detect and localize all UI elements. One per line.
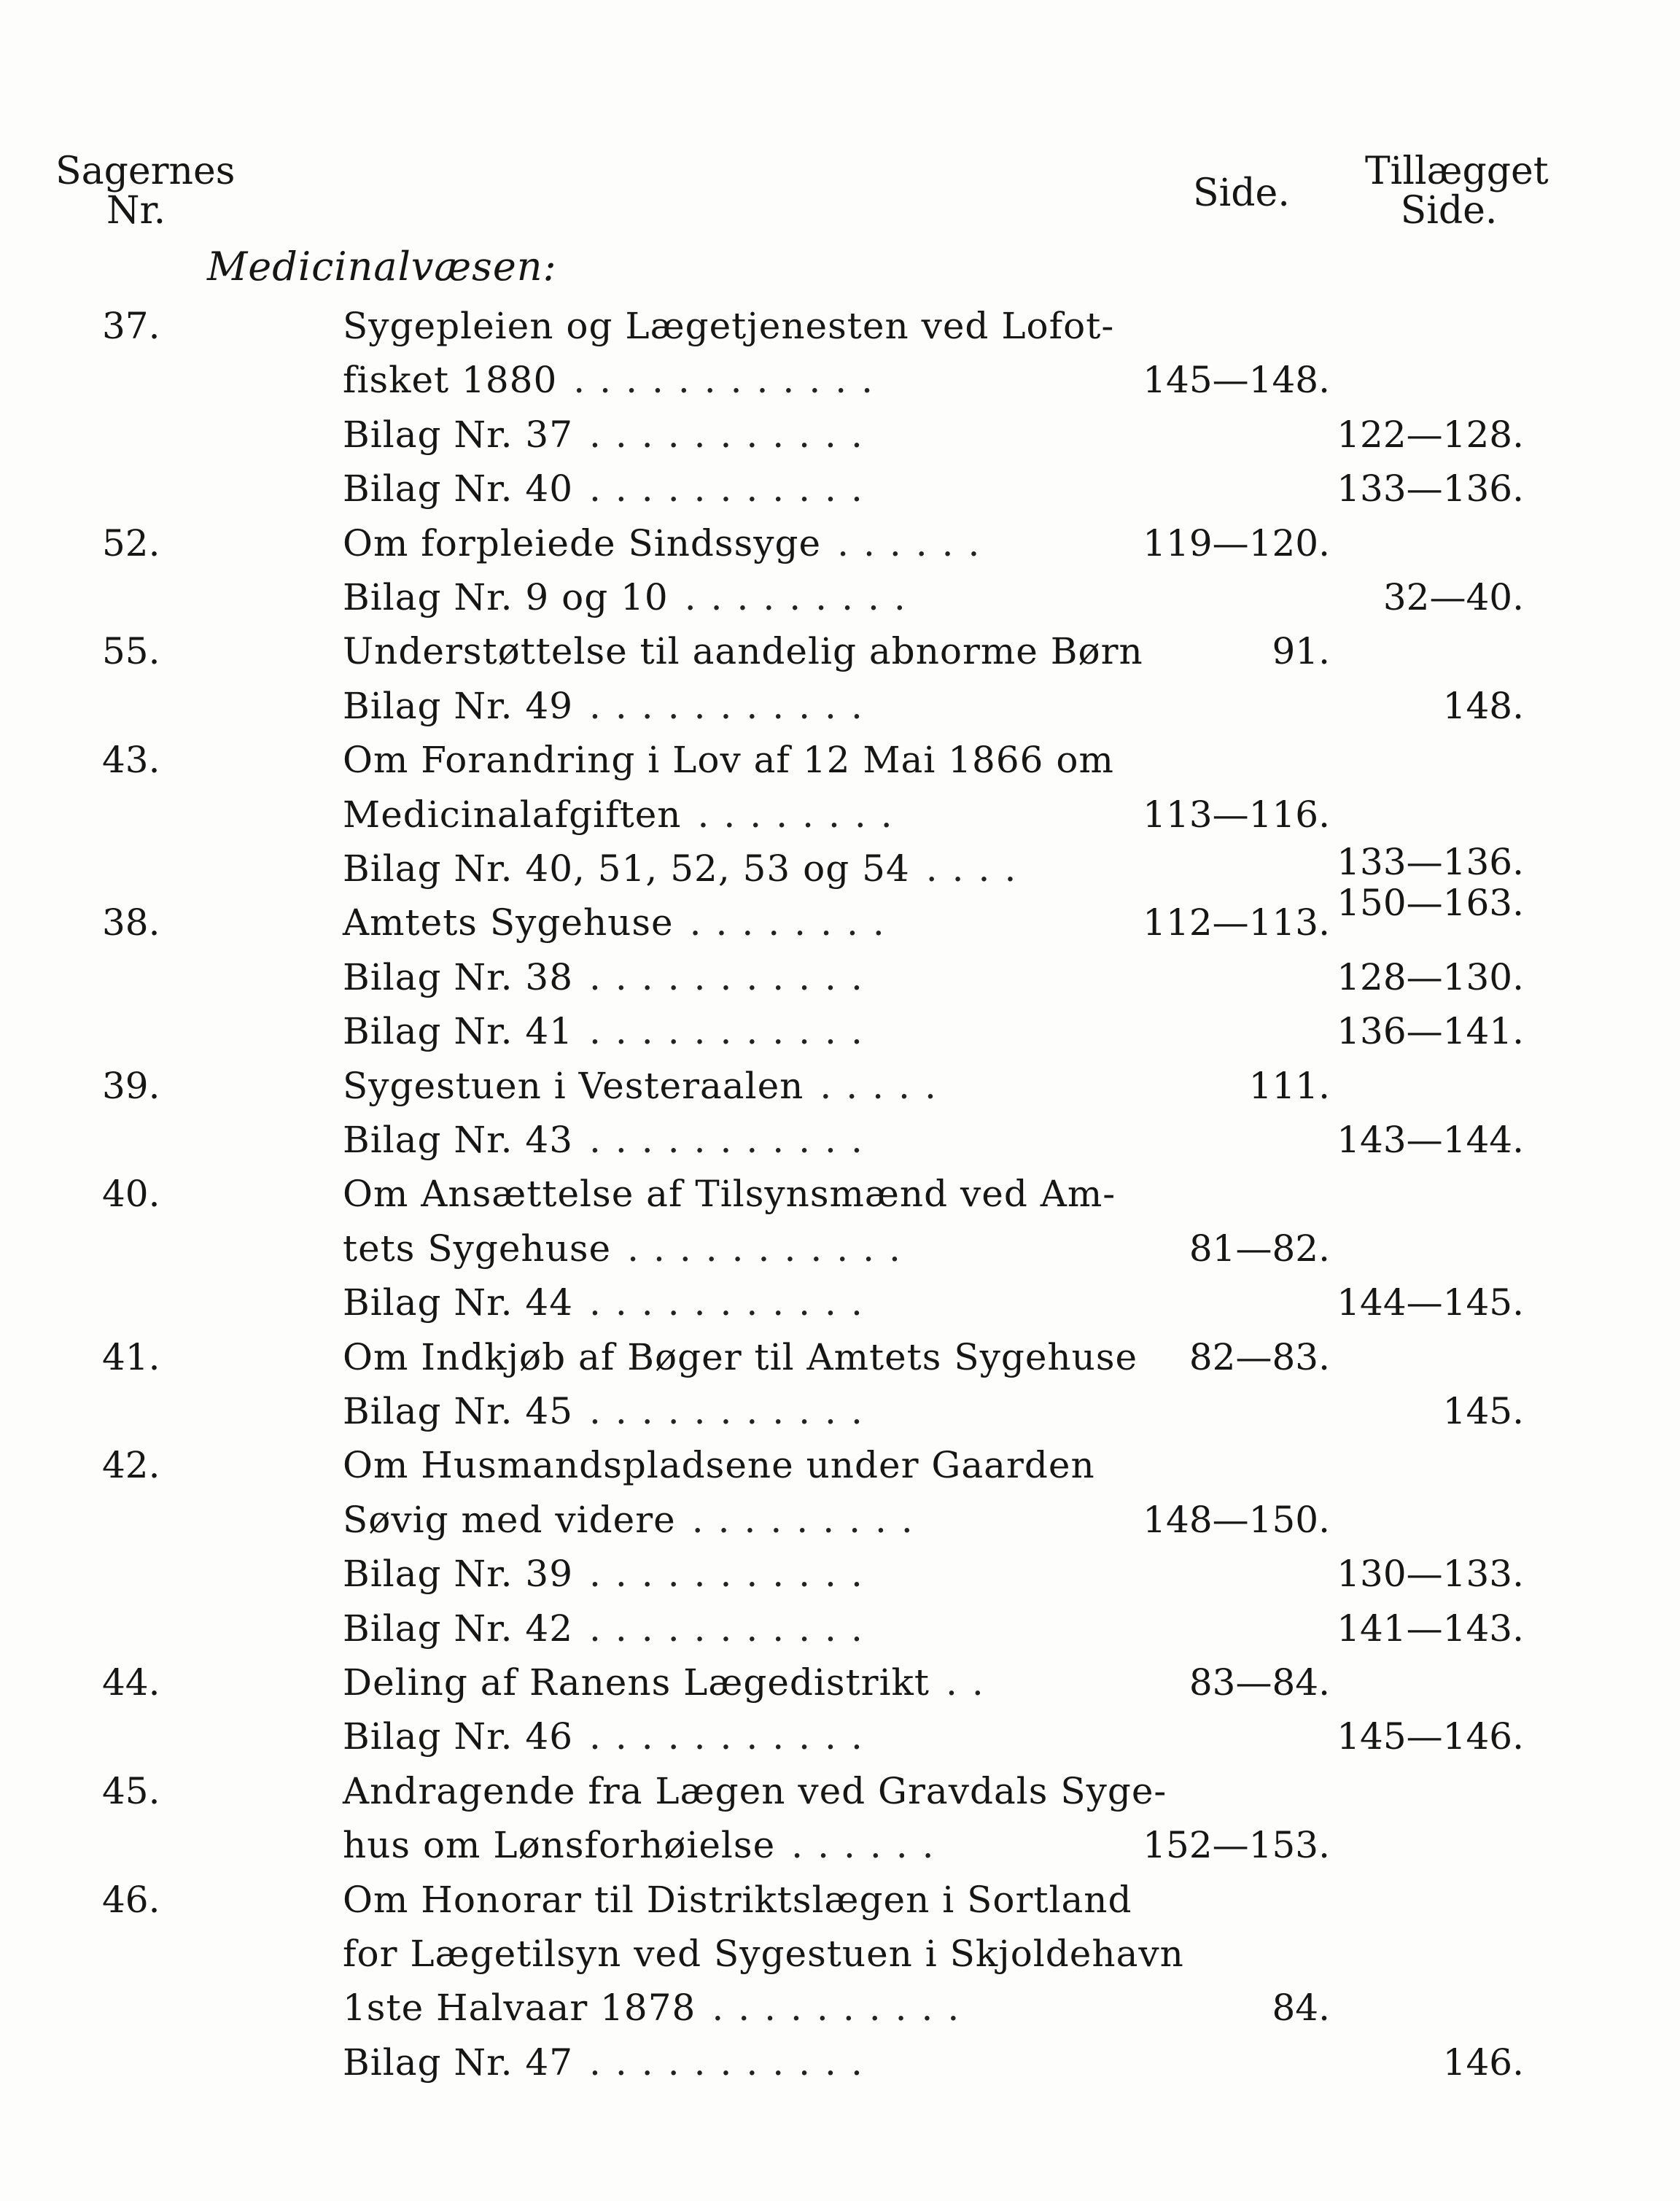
index-row xyxy=(0,1384,1680,1438)
case-number: 41. xyxy=(102,1336,160,1378)
leader-dots: ......... xyxy=(684,576,920,618)
entry-label: Om Honorar til Distriktslægen i Sortland xyxy=(343,1879,1132,1921)
case-number: 38. xyxy=(102,901,160,944)
entry-text xyxy=(343,1873,1148,1927)
column-header-appendix-page xyxy=(1365,150,1549,233)
entry-text xyxy=(343,1113,877,1167)
entry-label: Andragende fra Lægen ved Gravdals Syge- xyxy=(343,1770,1167,1812)
page-reference: 152—153. xyxy=(1143,1824,1330,1866)
leader-dots: .......... xyxy=(712,1987,974,2029)
page-reference: 91. xyxy=(1272,630,1330,672)
entry-text xyxy=(343,1059,951,1113)
entry-text xyxy=(343,1384,877,1438)
appendix-page-reference: 130—133. xyxy=(1337,1553,1524,1595)
page-reference: 119—120. xyxy=(1143,522,1330,564)
entry-text xyxy=(343,1981,973,2035)
entry-label: Bilag Nr. 40 xyxy=(343,467,574,510)
index-row xyxy=(0,408,1680,462)
page-reference: 82—83. xyxy=(1189,1336,1330,1378)
leader-dots: ......... xyxy=(691,1499,928,1541)
index-row xyxy=(0,1438,1680,1492)
case-number: 45. xyxy=(102,1770,160,1812)
entry-label: hus om Lønsforhøielse xyxy=(343,1824,776,1866)
entry-label: Om Forandring i Lov af 12 Mai 1866 om xyxy=(343,739,1114,781)
index-row xyxy=(0,1981,1680,2035)
entry-text xyxy=(343,1330,1154,1384)
appendix-page-reference: 133—136. xyxy=(1337,841,1524,883)
entry-label: Deling af Ranens Lægedistrikt xyxy=(343,1661,930,1704)
leader-dots: ........ xyxy=(689,901,899,944)
case-number: 40. xyxy=(102,1173,160,1215)
leader-dots: ............ xyxy=(573,359,888,401)
entry-label: tets Sygehuse xyxy=(343,1227,612,1270)
appendix-page-reference: 150—163. xyxy=(1337,882,1524,924)
appendix-page-reference: 128—130. xyxy=(1337,956,1524,998)
entry-text xyxy=(343,1709,877,1763)
index-row xyxy=(0,462,1680,516)
page-reference: 83—84. xyxy=(1189,1661,1330,1704)
index-row xyxy=(0,1709,1680,1763)
entry-text xyxy=(343,2035,877,2089)
entry-label: for Lægetilsyn ved Sygestuen i Skjoldehavn xyxy=(343,1933,1184,1975)
entry-text xyxy=(343,1818,949,1872)
entry-label: Bilag Nr. 39 xyxy=(343,1553,574,1595)
entry-text xyxy=(343,1167,1132,1221)
entry-text xyxy=(343,1764,1183,1818)
entry-text xyxy=(343,1222,915,1276)
entry-label: Bilag Nr. 49 xyxy=(343,685,574,727)
leader-dots: ........... xyxy=(589,1553,877,1595)
entry-text xyxy=(343,896,899,950)
page-reference: 145—148. xyxy=(1143,359,1330,401)
entry-label: Bilag Nr. 46 xyxy=(343,1715,574,1758)
leader-dots: .. xyxy=(945,1661,998,1704)
index-row xyxy=(0,516,1680,570)
case-number: 42. xyxy=(102,1444,160,1486)
entry-text xyxy=(343,733,1130,787)
entry-text xyxy=(343,1927,1200,1981)
case-number: 43. xyxy=(102,739,160,781)
entry-text xyxy=(343,842,1030,896)
appendix-page-reference: 122—128. xyxy=(1337,414,1524,456)
section-title: Medicinalvæsen: xyxy=(207,244,557,290)
index-row xyxy=(0,1873,1680,1927)
case-number: 55. xyxy=(102,630,160,672)
entry-label: Sygestuen i Vesteraalen xyxy=(343,1065,804,1107)
index-row xyxy=(0,1059,1680,1113)
index-row xyxy=(0,1547,1680,1601)
page-reference: 113—116. xyxy=(1143,793,1330,836)
index-row xyxy=(0,733,1680,787)
entry-text xyxy=(343,408,877,462)
appendix-page-reference: 146. xyxy=(1442,2041,1524,2084)
case-number: 44. xyxy=(102,1661,160,1704)
index-row xyxy=(0,2035,1680,2089)
entry-label: 1ste Halvaar 1878 xyxy=(343,1987,696,2029)
appendix-page-reference: 145. xyxy=(1442,1390,1524,1432)
entry-label: Bilag Nr. 44 xyxy=(343,1281,574,1324)
page-reference: 84. xyxy=(1272,1987,1330,2029)
entry-label: Medicinalafgiften xyxy=(343,793,682,836)
index-row xyxy=(0,1330,1680,1384)
column-header-case-number-line2: Nr. xyxy=(106,189,166,233)
entry-label: Understøttelse til aandelig abnorme Børn xyxy=(343,630,1143,672)
leader-dots: ........... xyxy=(589,467,877,510)
entry-text xyxy=(343,1438,1111,1492)
index-row xyxy=(0,679,1680,733)
index-row xyxy=(0,896,1680,950)
entry-label: Bilag Nr. 40, 51, 52, 53 og 54 xyxy=(343,847,910,890)
index-row xyxy=(0,1493,1680,1547)
entry-label: fisket 1880 xyxy=(343,359,558,401)
leader-dots: ..... xyxy=(820,1065,951,1107)
entry-text xyxy=(343,353,887,407)
case-number: 39. xyxy=(102,1065,160,1107)
case-number: 52. xyxy=(102,522,160,564)
entry-label: Bilag Nr. 9 og 10 xyxy=(343,576,669,618)
entry-label: Om Husmandspladsene under Gaarden xyxy=(343,1444,1095,1486)
index-row xyxy=(0,1167,1680,1221)
index-row xyxy=(0,1764,1680,1818)
entry-text xyxy=(343,462,877,516)
index-row xyxy=(0,1927,1680,1981)
entry-text xyxy=(343,1602,877,1655)
entry-text xyxy=(343,516,994,570)
appendix-page-reference: 136—141. xyxy=(1337,1010,1524,1052)
entry-text xyxy=(343,1493,928,1547)
entry-label: Bilag Nr. 42 xyxy=(343,1607,574,1650)
leader-dots: ........ xyxy=(697,793,907,836)
entry-text xyxy=(343,1547,877,1601)
leader-dots: ........... xyxy=(589,956,877,998)
leader-dots: ........... xyxy=(589,414,877,456)
index-row xyxy=(0,353,1680,407)
leader-dots: ........... xyxy=(589,2041,877,2084)
leader-dots: ........... xyxy=(627,1227,915,1270)
entry-label: Om Indkjøb af Bøger til Amtets Sygehuse xyxy=(343,1336,1138,1378)
entry-text xyxy=(343,570,920,624)
index-row xyxy=(0,1276,1680,1329)
entry-label: Bilag Nr. 47 xyxy=(343,2041,574,2084)
entry-text xyxy=(343,299,1130,353)
case-number: 37. xyxy=(102,305,160,347)
index-row xyxy=(0,788,1680,842)
entry-text xyxy=(343,788,907,842)
appendix-page-reference: 133—136. xyxy=(1337,467,1524,510)
appendix-page-reference: 143—144. xyxy=(1337,1119,1524,1161)
column-header-appendix-line1: Tillægget xyxy=(1365,150,1549,193)
entry-label: Om forpleiede Sindssyge xyxy=(343,522,822,564)
entry-text xyxy=(343,950,877,1004)
leader-dots: ........... xyxy=(589,1281,877,1324)
entry-label: Bilag Nr. 43 xyxy=(343,1119,574,1161)
appendix-page-reference: 141—143. xyxy=(1337,1607,1524,1650)
entry-text xyxy=(343,624,1159,678)
leader-dots: ........... xyxy=(589,685,877,727)
entry-label: Bilag Nr. 45 xyxy=(343,1390,574,1432)
column-header-appendix-line2: Side. xyxy=(1400,189,1498,233)
entry-label: Om Ansættelse af Tilsynsmænd ved Am- xyxy=(343,1173,1116,1215)
index-row xyxy=(0,1602,1680,1655)
leader-dots: ...... xyxy=(791,1824,949,1866)
leader-dots: ........... xyxy=(589,1607,877,1650)
entry-label: Bilag Nr. 38 xyxy=(343,956,574,998)
entry-label: Sygepleien og Lægetjenesten ved Lofot- xyxy=(343,305,1115,347)
case-number: 46. xyxy=(102,1879,160,1921)
index-row xyxy=(0,624,1680,678)
appendix-page-reference: 144—145. xyxy=(1337,1281,1524,1324)
index-row xyxy=(0,1004,1680,1058)
index-row xyxy=(0,1113,1680,1167)
page-reference: 111. xyxy=(1248,1065,1330,1107)
appendix-page-reference: 148. xyxy=(1442,685,1524,727)
leader-dots: ........... xyxy=(589,1010,877,1052)
column-header-case-number-line1: Sagernes xyxy=(55,150,236,193)
entry-text xyxy=(343,1276,877,1329)
index-row xyxy=(0,950,1680,1004)
index-row xyxy=(0,299,1680,353)
appendix-page-reference: 32—40. xyxy=(1382,576,1524,618)
entry-text xyxy=(343,679,877,733)
entry-label: Amtets Sygehuse xyxy=(343,901,674,944)
leader-dots: ........... xyxy=(589,1119,877,1161)
index-row xyxy=(0,1818,1680,1872)
entry-text xyxy=(343,1004,877,1058)
entry-text xyxy=(343,1655,998,1709)
index-row xyxy=(0,570,1680,624)
page-reference: 81—82. xyxy=(1189,1227,1330,1270)
column-header-case-number xyxy=(55,150,236,233)
appendix-page-reference: 145—146. xyxy=(1337,1715,1524,1758)
column-header-page: Side. xyxy=(1193,171,1290,215)
entry-label: Bilag Nr. 41 xyxy=(343,1010,574,1052)
leader-dots: ........... xyxy=(589,1390,877,1432)
leader-dots: ...... xyxy=(837,522,995,564)
index-row xyxy=(0,1222,1680,1276)
page-reference: 112—113. xyxy=(1143,901,1330,944)
entry-label: Bilag Nr. 37 xyxy=(343,414,574,456)
leader-dots: .... xyxy=(925,847,1031,890)
page-reference: 148—150. xyxy=(1143,1499,1330,1541)
entry-label: Søvig med videre xyxy=(343,1499,676,1541)
index-row xyxy=(0,1655,1680,1709)
leader-dots: ........... xyxy=(589,1715,877,1758)
